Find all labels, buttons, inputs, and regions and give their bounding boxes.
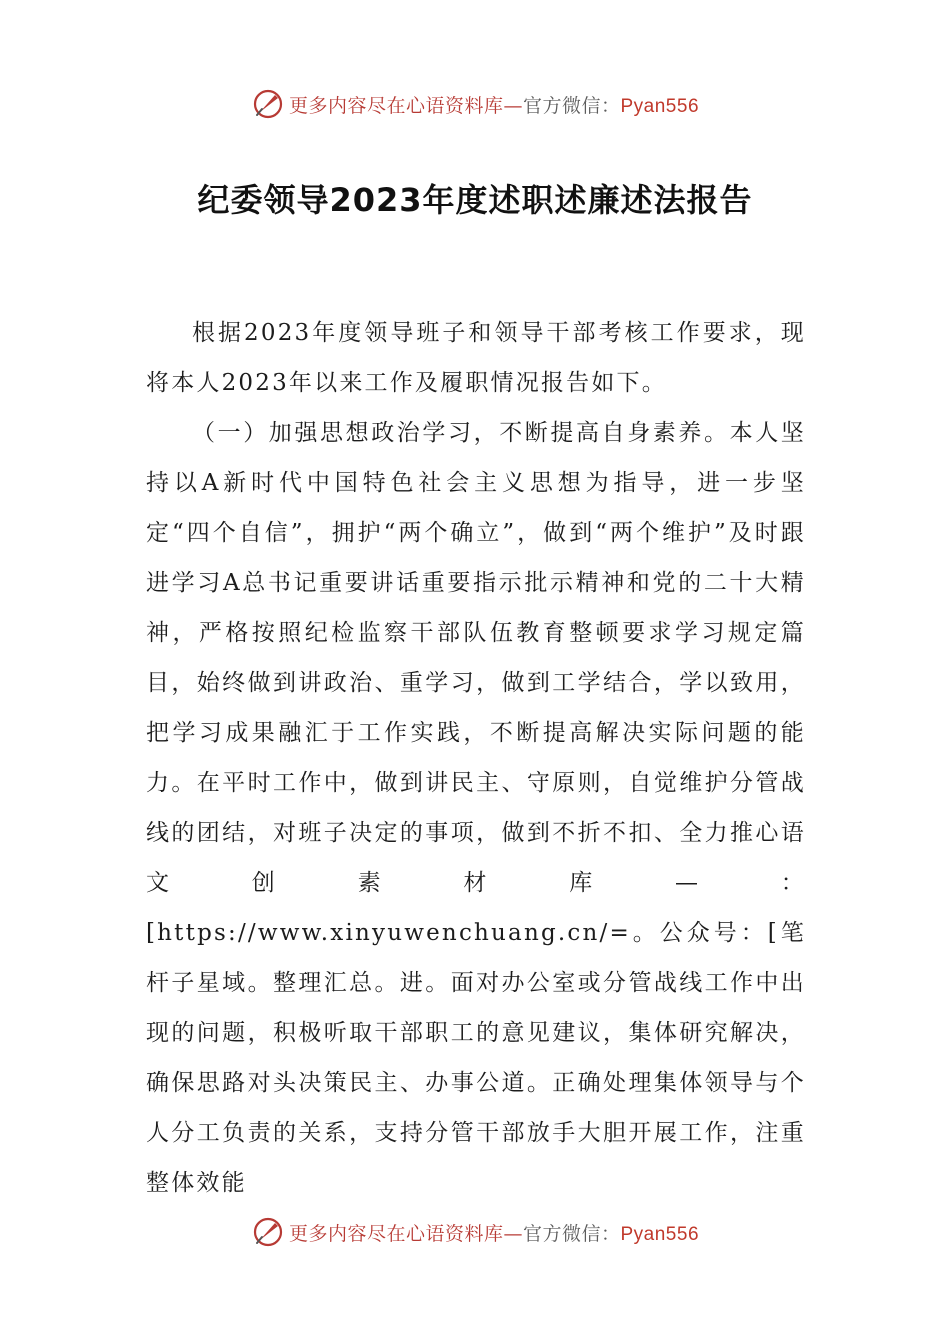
banner-dash: — [503,94,523,117]
header-banner [0,84,950,124]
paragraph-section-1: （一）加强思想政治学习，不断提高自身素养。本人坚持以A新时代中国特色社会主义思想为指导，进一步坚定“四个自信”，拥护“两个确立”，做到“两个维护”及时跟进学习A总书记重要讲话重要指示批示精神和党的二十大精神，严格按照纪检监察干部队伍教育整顿要求学习规定篇目，始终做到讲政治、重学习，做到工学结合，学以致用，把学习成果融汇于工作实践，不断提高解决实际问题的能力。在平时工作中，做到讲民主、守原则，自觉维护分管战线的团结，对班子决定的事项，做到不折不扣、全力推心语文创素材库—：[https://www.xinyuwenchuang.cn/=。公众号：[笔杆子星域。整理汇总。进。面对办公室或分管战线工作中出现的问题，积极听取干部职工的意见建议，集体研究解决，确保思路对头决策民主、办事公道。正确处理集体领导与个人分工负责的关系，支持分管干部放手大胆开展工作，注重整体效能 [146,420,806,1196]
banner-main-text: 更多内容尽在心语资料库 [288,1222,504,1245]
banner-main-text: 更多内容尽在心语资料库 [288,94,504,117]
banner-text [289,1219,699,1246]
banner-wechat-label: 官方微信： [522,1222,621,1245]
document-body [146,308,806,1208]
banner-wechat-label: 官方微信： [522,94,621,117]
footer-banner [0,1212,950,1252]
banner-dash: — [503,1222,523,1245]
paragraph-intro: 根据2023年度领导班子和领导干部考核工作要求，现将本人2023年以来工作及履职情况报告如下。 [146,320,806,396]
banner-wechat-id: Pyan556 [620,95,700,117]
quill-pen-logo-icon [251,1215,285,1249]
quill-pen-logo-icon [251,87,285,121]
banner-text [289,91,699,118]
banner-wechat-id: Pyan556 [620,1223,700,1245]
document-title: 纪委领导2023年度述职述廉述法报告 [197,181,753,219]
